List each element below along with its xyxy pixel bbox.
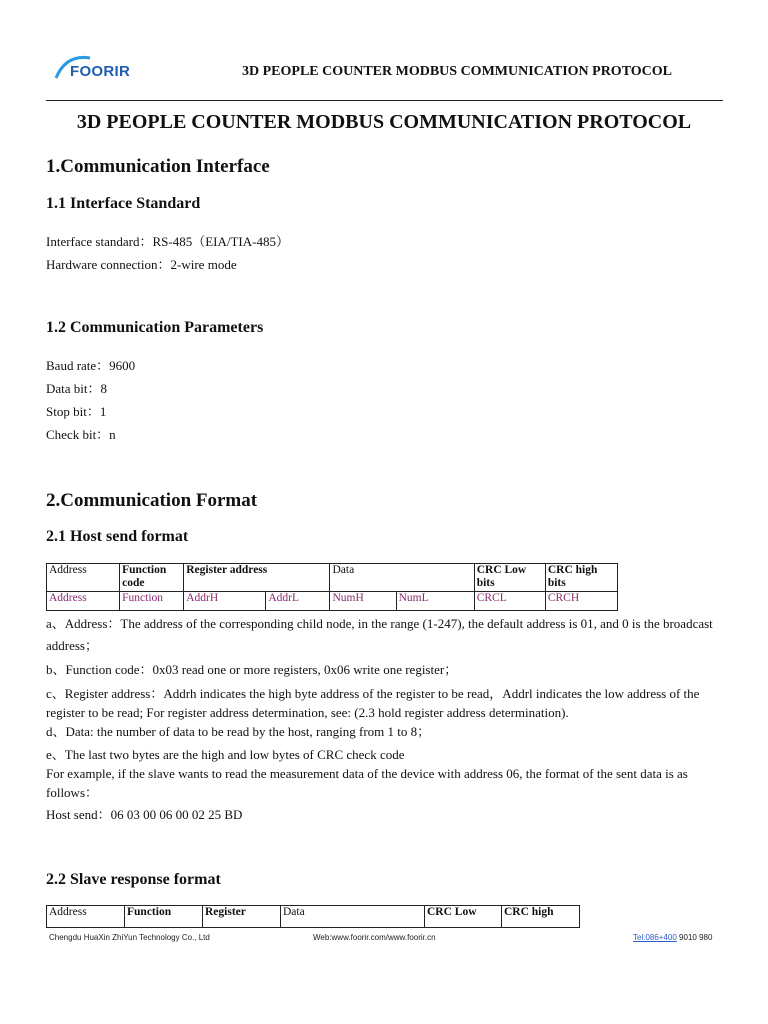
section-1-1-heading: 1.1 Interface Standard: [46, 195, 201, 212]
table-cell: CRCL: [474, 592, 545, 611]
table-cell: CRC Low bits: [474, 564, 545, 592]
host-send-format-table: [46, 563, 618, 611]
section-2-2-heading: 2.2 Slave response format: [46, 871, 221, 888]
footer-tel: [633, 933, 712, 942]
table-cell: Address: [47, 564, 120, 592]
table-cell: Function: [120, 592, 184, 611]
table-cell: Register: [203, 906, 281, 928]
data-bit-line: Data bit：8: [46, 381, 108, 396]
host-send-example: Host send：06 03 00 06 00 02 25 BD: [46, 807, 243, 822]
slave-response-format-table: [46, 905, 580, 928]
footer-tel-number: 9010 980: [676, 933, 713, 942]
footer-company: Chengdu HuaXin ZhiYun Technology Co., Ltd: [49, 933, 210, 942]
foorir-logo: [52, 52, 144, 82]
table-cell: AddrH: [184, 592, 266, 611]
hardware-connection-line: Hardware connection：2-wire mode: [46, 257, 237, 272]
logo-text: FOORIR: [70, 63, 131, 80]
table-cell: Address: [47, 906, 125, 928]
table-cell: Data: [281, 906, 425, 928]
table-header-row: [47, 906, 580, 928]
document-title: 3D PEOPLE COUNTER MODBUS COMMUNICATION PROTOCOL: [76, 111, 692, 133]
table-cell: CRC high: [502, 906, 580, 928]
footer-web: Web:www.foorir.com/www.foorir.cn: [313, 933, 436, 942]
header-title: 3D PEOPLE COUNTER MODBUS COMMUNICATION PROTOCOL: [242, 64, 673, 79]
table-row: [47, 592, 618, 611]
table-cell: Function code: [120, 564, 184, 592]
table-cell: CRC high bits: [545, 564, 617, 592]
section-2-heading: 2.Communication Format: [46, 490, 258, 511]
table-header-row: [47, 564, 618, 592]
note-crc: e、The last two bytes are the high and low bytes of CRC check code: [46, 747, 405, 762]
footer-tel-link[interactable]: Tel:086+400: [633, 933, 677, 942]
note-address: a、Address：The address of the corresponding child node, in the range (1-247), the default address is 01, and 0 is the broadcast address；: [46, 616, 713, 653]
table-cell: CRCH: [545, 592, 617, 611]
example-text: For example, if the slave wants to read the measurement data of the device with address 06, the format of the sent data is as follows：: [46, 766, 688, 800]
table-cell: Function: [125, 906, 203, 928]
table-cell: AddrL: [266, 592, 330, 611]
note-data: d、Data: the number of data to be read by the host, ranging from 1 to 8；: [46, 724, 431, 739]
header-divider: [46, 100, 723, 101]
section-1-heading: 1.Communication Interface: [46, 156, 270, 177]
section-1-2-heading: 1.2 Communication Parameters: [46, 319, 264, 336]
check-bit-line: Check bit：n: [46, 427, 116, 442]
interface-standard-line: Interface standard：RS-485（EIA/TIA-485）: [46, 234, 289, 249]
baud-rate-line: Baud rate：9600: [46, 358, 136, 373]
table-cell: NumL: [396, 592, 474, 611]
table-cell: CRC Low: [425, 906, 502, 928]
table-cell: Data: [330, 564, 474, 592]
note-register-address: c、Register address：Addrh indicates the high byte address of the register to be read，Addrl indicates the low address of the register to be read; For register address determination, see: (2.3 hold register address determination).: [46, 686, 700, 720]
table-cell: NumH: [330, 592, 396, 611]
table-cell: Register address: [184, 564, 330, 592]
section-2-1-heading: 2.1 Host send format: [46, 528, 189, 545]
note-function-code: b、Function code：0x03 read one or more registers, 0x06 write one register；: [46, 662, 458, 677]
table-cell: Address: [47, 592, 120, 611]
stop-bit-line: Stop bit：1: [46, 404, 107, 419]
